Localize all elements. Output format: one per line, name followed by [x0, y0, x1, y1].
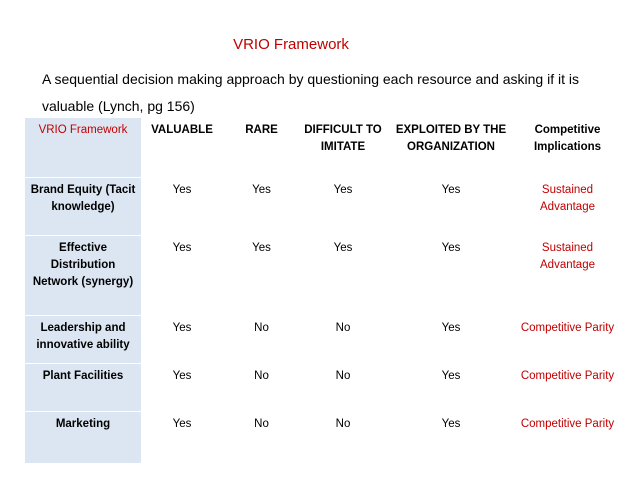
cell-valuable: Yes	[142, 178, 223, 236]
cell-imitate: No	[301, 316, 386, 364]
header-rare: RARE	[223, 118, 301, 178]
cell-rare: No	[223, 364, 301, 412]
cell-exploited: Yes	[386, 236, 517, 316]
cell-rare: Yes	[223, 178, 301, 236]
header-difficult-to-imitate: DIFFICULT TO IMITATE	[301, 118, 386, 178]
cell-implication: Competitive Parity	[517, 412, 619, 464]
cell-valuable: Yes	[142, 236, 223, 316]
intro-text: A sequential decision making approach by questioning each resource and asking if it is valuable (Lynch, pg 156)	[42, 71, 579, 114]
cell-imitate: Yes	[301, 178, 386, 236]
cell-implication: Sustained Advantage	[517, 236, 619, 316]
cell-valuable: Yes	[142, 364, 223, 412]
cell-rare: No	[223, 316, 301, 364]
cell-implication: Competitive Parity	[517, 316, 619, 364]
cell-valuable: Yes	[142, 412, 223, 464]
cell-exploited: Yes	[386, 178, 517, 236]
table-header-row	[25, 118, 619, 178]
row-label: Leadership and innovative ability	[25, 316, 142, 364]
cell-imitate: No	[301, 364, 386, 412]
row-label: Marketing	[25, 412, 142, 464]
table-row	[25, 236, 619, 316]
cell-rare: Yes	[223, 236, 301, 316]
header-exploited: EXPLOITED BY THE ORGANIZATION	[386, 118, 517, 178]
page-title: VRIO Framework	[233, 36, 349, 53]
cell-implication: Competitive Parity	[517, 364, 619, 412]
cell-exploited: Yes	[386, 316, 517, 364]
header-vrio-framework: VRIO Framework	[25, 118, 142, 178]
cell-imitate: Yes	[301, 236, 386, 316]
vrio-table	[24, 117, 619, 464]
table-row	[25, 364, 619, 412]
cell-exploited: Yes	[386, 412, 517, 464]
header-competitive-implications: Competitive Implications	[517, 118, 619, 178]
cell-implication: Sustained Advantage	[517, 178, 619, 236]
table-row	[25, 412, 619, 464]
cell-exploited: Yes	[386, 364, 517, 412]
table-row	[25, 178, 619, 236]
row-label: Brand Equity (Tacit knowledge)	[25, 178, 142, 236]
header-valuable: VALUABLE	[142, 118, 223, 178]
row-label: Effective Distribution Network (synergy)	[25, 236, 142, 316]
cell-rare: No	[223, 412, 301, 464]
table-row	[25, 316, 619, 364]
cell-imitate: No	[301, 412, 386, 464]
row-label: Plant Facilities	[25, 364, 142, 412]
cell-valuable: Yes	[142, 316, 223, 364]
